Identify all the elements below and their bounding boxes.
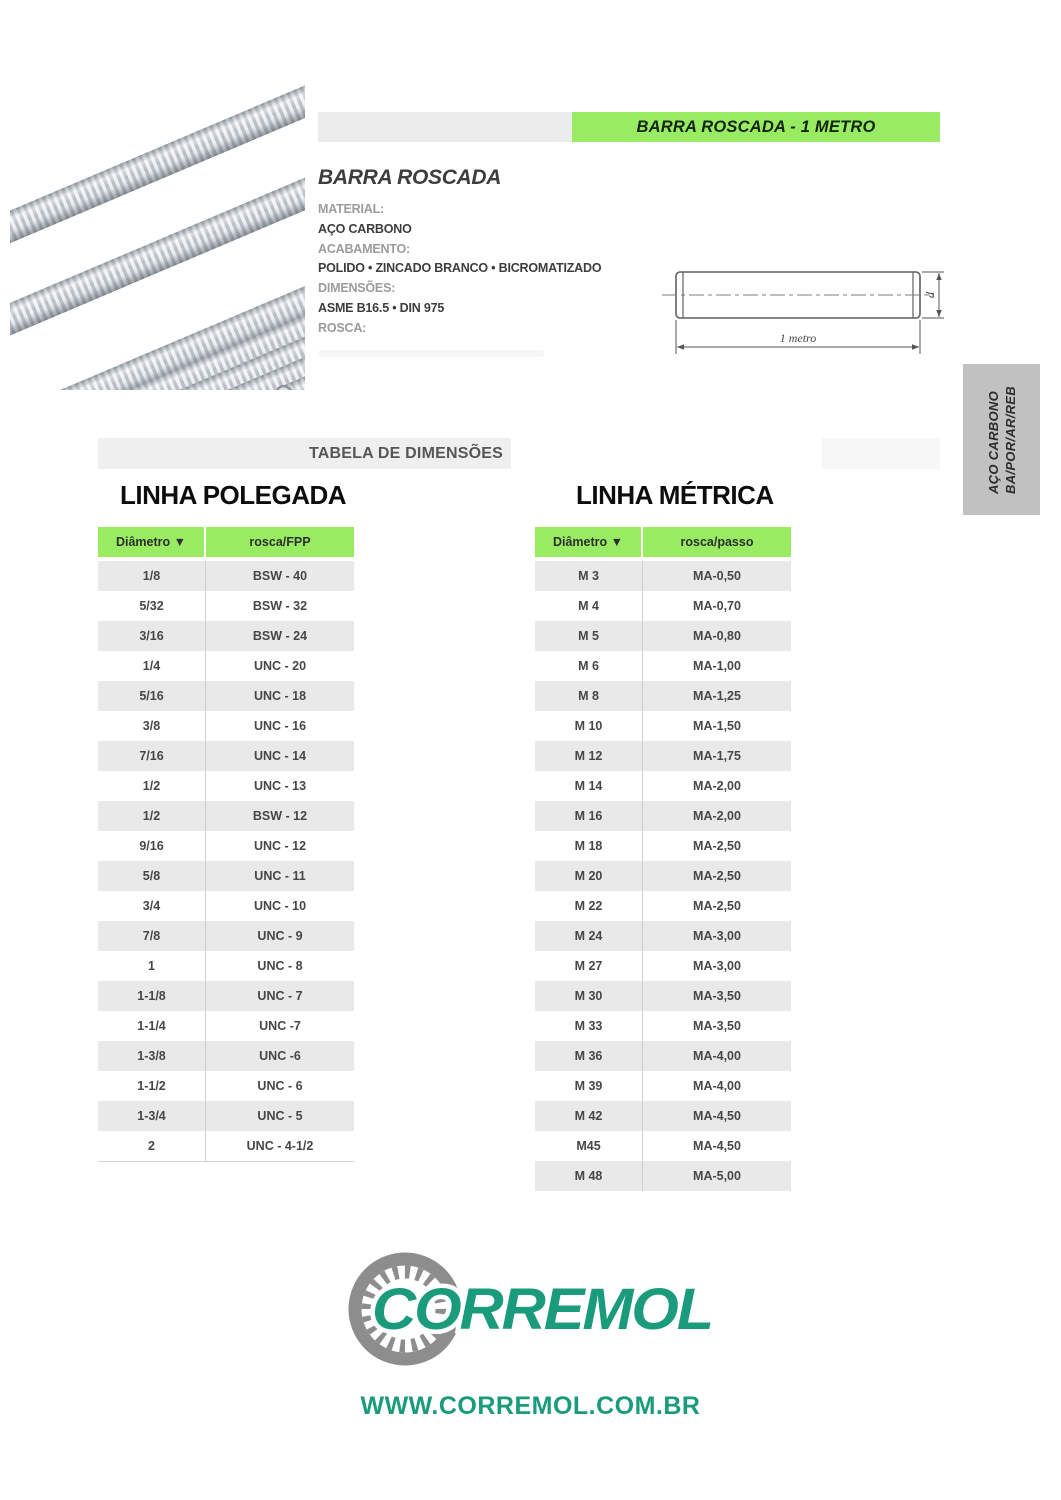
table-row <box>535 1041 791 1071</box>
table-header <box>98 527 354 557</box>
table-row <box>98 891 354 921</box>
table-row <box>535 1131 791 1161</box>
diameter-cell: 1/2 <box>142 779 161 793</box>
technical-drawing <box>655 262 955 362</box>
thread-cell: MA-0,70 <box>642 591 791 621</box>
section-title: TABELA DE DIMENSÕES <box>308 444 503 462</box>
diameter-cell: M 6 <box>578 659 599 673</box>
diameter-cell: M 5 <box>578 629 599 643</box>
thread-cell: UNC - 16 <box>205 711 354 741</box>
thread-cell: MA-3,50 <box>642 1011 791 1041</box>
thread-cell: MA-1,00 <box>642 651 791 681</box>
table-row <box>535 831 791 861</box>
thread-cell: BSW - 40 <box>205 561 354 591</box>
table-row <box>98 1131 354 1161</box>
product-title: BARRA ROSCADA <box>318 166 502 189</box>
diameter-cell: M 42 <box>574 1109 603 1123</box>
diameter-cell: M 22 <box>574 899 603 913</box>
diameter-cell: 1 <box>148 959 155 973</box>
thread-cell: UNC - 4-1/2 <box>205 1131 354 1161</box>
table-linha-polegada <box>98 527 354 1162</box>
diameter-cell: M 33 <box>574 1019 603 1033</box>
thread-cell: UNC -6 <box>205 1041 354 1071</box>
table-row <box>535 711 791 741</box>
thread-cell: MA-2,50 <box>642 891 791 921</box>
thread-cell: MA-2,00 <box>642 771 791 801</box>
diameter-cell: 5/16 <box>139 689 164 703</box>
spec-value-material: AÇO CARBONO <box>318 221 412 236</box>
diameter-cell: 5/32 <box>139 599 164 613</box>
page-title: BARRA ROSCADA - 1 METRO <box>636 117 876 136</box>
diameter-cell: 3/16 <box>139 629 164 643</box>
thread-cell: UNC - 12 <box>205 831 354 861</box>
table-title-polegada: LINHA POLEGADA <box>120 480 347 510</box>
diameter-cell: 9/16 <box>139 839 164 853</box>
thread-cell: UNC - 10 <box>205 891 354 921</box>
column-header-rosca: rosca/FPP <box>206 527 354 557</box>
table-row <box>535 1011 791 1041</box>
table-row <box>535 651 791 681</box>
faded-print-artifact <box>318 350 544 357</box>
thread-cell: MA-0,80 <box>642 621 791 651</box>
table-row <box>98 561 354 591</box>
logo-text: CORREMOL <box>372 1277 712 1342</box>
side-tab-aco-carbono <box>963 364 1040 515</box>
table-row <box>535 861 791 891</box>
table-row <box>98 831 354 861</box>
diameter-cell: 1-1/2 <box>137 1079 166 1093</box>
thread-cell: MA-4,50 <box>642 1101 791 1131</box>
table-row <box>98 1041 354 1071</box>
diameter-cell: 7/16 <box>139 749 164 763</box>
column-header-diametro: Diâmetro ▼ <box>535 527 641 557</box>
table-row <box>535 891 791 921</box>
diameter-cell: M 4 <box>578 599 599 613</box>
thread-cell: MA-2,50 <box>642 861 791 891</box>
diameter-cell: 5/8 <box>142 869 161 883</box>
thread-cell: UNC - 13 <box>205 771 354 801</box>
thread-cell: MA-0,50 <box>642 561 791 591</box>
thread-cell: MA-3,50 <box>642 981 791 1011</box>
table-row <box>98 741 354 771</box>
corremol-logo <box>340 1243 730 1378</box>
section-bar-right-fragment <box>822 438 940 469</box>
thread-cell: UNC - 9 <box>205 921 354 951</box>
thread-cell: MA-4,00 <box>642 1041 791 1071</box>
thread-cell: MA-4,50 <box>642 1131 791 1161</box>
table-row <box>98 861 354 891</box>
product-photo-threaded-rods <box>10 85 305 390</box>
table-row <box>535 591 791 621</box>
diameter-cell: M 48 <box>574 1169 603 1183</box>
side-tab-line1: AÇO CARBONO <box>985 390 1001 494</box>
thread-cell: UNC - 11 <box>205 861 354 891</box>
diameter-cell: M 3 <box>578 569 599 583</box>
table-row <box>98 801 354 831</box>
diameter-cell: M 16 <box>574 809 603 823</box>
diameter-cell: M 36 <box>574 1049 603 1063</box>
table-row <box>535 981 791 1011</box>
diameter-dim-label: d <box>922 292 937 298</box>
table-row <box>535 681 791 711</box>
thread-cell: MA-3,00 <box>642 921 791 951</box>
thread-cell: MA-1,50 <box>642 711 791 741</box>
thread-cell: MA-2,00 <box>642 801 791 831</box>
table-rows <box>535 561 791 1191</box>
diameter-cell: 2 <box>148 1139 155 1153</box>
spec-label-rosca: ROSCA: <box>318 320 367 335</box>
table-row <box>535 561 791 591</box>
table-rows <box>98 561 354 1162</box>
column-header-diametro: Diâmetro ▼ <box>98 527 204 557</box>
banner-gray-strip <box>318 112 572 142</box>
diameter-cell: 1/4 <box>142 659 161 673</box>
thread-cell: UNC - 8 <box>205 951 354 981</box>
table-row <box>98 771 354 801</box>
diameter-cell: 1-3/4 <box>137 1109 166 1123</box>
thread-cell: MA-5,00 <box>642 1161 791 1191</box>
table-row <box>535 771 791 801</box>
thread-cell: UNC - 5 <box>205 1101 354 1131</box>
spec-value-acabamento: POLIDO • ZINCADO BRANCO • BICROMATIZADO <box>318 261 602 276</box>
table-row <box>98 921 354 951</box>
thread-cell: UNC - 18 <box>205 681 354 711</box>
thread-cell: BSW - 12 <box>205 801 354 831</box>
table-row <box>535 1101 791 1131</box>
thread-cell: UNC -7 <box>205 1011 354 1041</box>
diameter-cell: 1-1/8 <box>137 989 166 1003</box>
table-row <box>535 741 791 771</box>
thread-cell: MA-2,50 <box>642 831 791 861</box>
thread-cell: MA-1,75 <box>642 741 791 771</box>
table-title-metrica: LINHA MÉTRICA <box>576 480 774 510</box>
table-row <box>535 801 791 831</box>
spec-label-acabamento: ACABAMENTO: <box>318 241 411 256</box>
diameter-cell: M 12 <box>574 749 603 763</box>
table-row <box>98 591 354 621</box>
diameter-cell: 1/2 <box>142 809 161 823</box>
section-title-bar <box>98 438 511 469</box>
diameter-cell: M 10 <box>574 719 603 733</box>
length-dim-label: 1 metro <box>779 331 817 345</box>
diameter-cell: 7/8 <box>142 929 161 943</box>
diameter-cell: 1/8 <box>142 569 161 583</box>
table-row <box>535 951 791 981</box>
diameter-cell: M 8 <box>578 689 599 703</box>
spec-label-dimensoes: DIMENSÕES: <box>318 281 396 296</box>
diameter-cell: M 18 <box>574 839 603 853</box>
thread-cell: UNC - 6 <box>205 1071 354 1101</box>
diameter-cell: 1-1/4 <box>137 1019 166 1033</box>
table-row <box>98 651 354 681</box>
product-specs <box>318 200 648 339</box>
diameter-cell: 1-3/8 <box>137 1049 166 1063</box>
table-row <box>98 951 354 981</box>
thread-cell: UNC - 14 <box>205 741 354 771</box>
table-row <box>98 981 354 1011</box>
diameter-cell: M 39 <box>574 1079 603 1093</box>
page-title-banner <box>572 112 940 142</box>
table-row <box>535 921 791 951</box>
thread-cell: MA-4,00 <box>642 1071 791 1101</box>
thread-cell: MA-1,25 <box>642 681 791 711</box>
diameter-cell: M 27 <box>574 959 603 973</box>
diameter-cell: 3/4 <box>142 899 161 913</box>
table-row <box>98 621 354 651</box>
thread-cell: BSW - 32 <box>205 591 354 621</box>
side-tab-text <box>985 386 1019 494</box>
thread-cell: UNC - 20 <box>205 651 354 681</box>
table-row <box>98 1011 354 1041</box>
spec-value-dimensoes: ASME B16.5 • DIN 975 <box>318 300 445 315</box>
diameter-cell: M 24 <box>574 929 603 943</box>
table-row <box>98 1101 354 1131</box>
table-row <box>98 711 354 741</box>
thread-cell: BSW - 24 <box>205 621 354 651</box>
diameter-cell: M 30 <box>574 989 603 1003</box>
table-row <box>98 1071 354 1101</box>
diameter-cell: M45 <box>576 1139 601 1153</box>
side-tab-line2: BA/POR/AR/REB <box>1002 385 1018 494</box>
table-row <box>535 1161 791 1191</box>
spec-label-material: MATERIAL: <box>318 202 385 216</box>
website-url: WWW.CORREMOL.COM.BR <box>360 1392 701 1420</box>
table-linha-metrica <box>535 527 791 1191</box>
diameter-cell: M 20 <box>574 869 603 883</box>
table-row <box>535 621 791 651</box>
thread-cell: UNC - 7 <box>205 981 354 1011</box>
table-header <box>535 527 791 557</box>
diameter-cell: 3/8 <box>142 719 161 733</box>
thread-cell: MA-3,00 <box>642 951 791 981</box>
diameter-cell: M 14 <box>574 779 603 793</box>
table-row <box>535 1071 791 1101</box>
column-header-rosca: rosca/passo <box>643 527 791 557</box>
table-row <box>98 681 354 711</box>
